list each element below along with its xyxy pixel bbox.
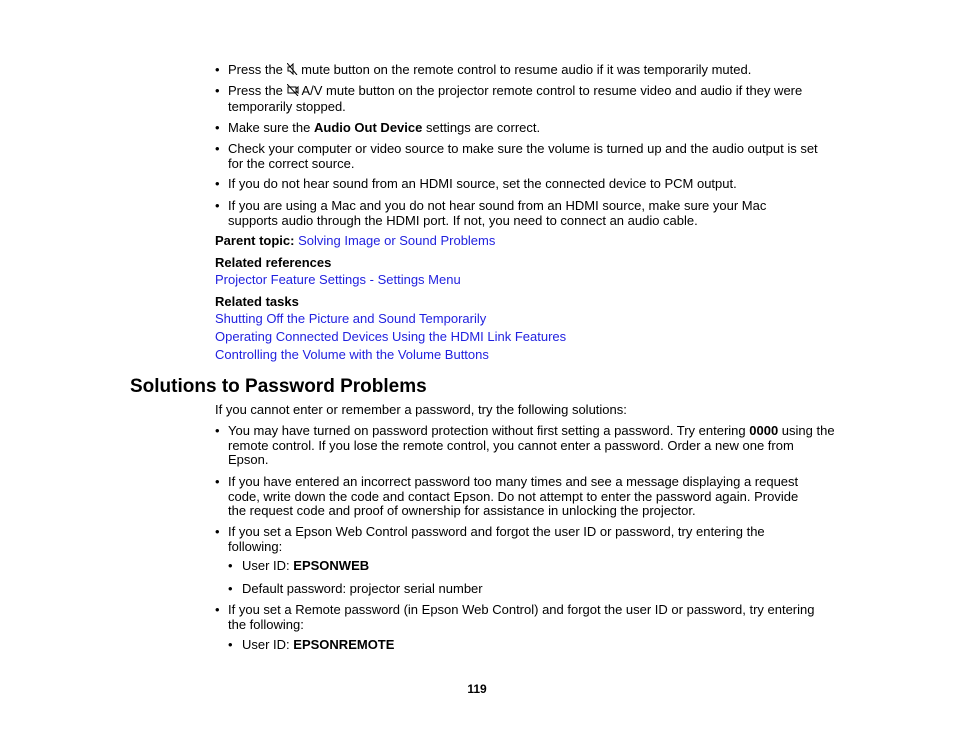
bullet: • <box>215 120 220 135</box>
related-references-heading: Related references <box>215 255 332 270</box>
bullet: • <box>215 176 220 191</box>
bullet: • <box>215 602 220 617</box>
related-task-link[interactable]: Controlling the Volume with the Volume Buttons <box>215 347 489 362</box>
bullet: • <box>228 581 233 596</box>
bullet: • <box>215 62 220 77</box>
bullet: • <box>215 141 220 156</box>
bullet: • <box>215 474 220 489</box>
parent-topic: Parent topic: Solving Image or Sound Problems <box>215 233 496 248</box>
bullet: • <box>215 198 220 213</box>
bullet: • <box>215 524 220 539</box>
related-task-link[interactable]: Operating Connected Devices Using the HDMI Link Features <box>215 329 567 344</box>
page-number: 119 <box>467 682 487 696</box>
intro-text: If you cannot enter or remember a password, try the following solutions: <box>215 402 627 417</box>
av-mute-icon <box>287 84 299 100</box>
related-task-link[interactable]: Shutting Off the Picture and Sound Temporarily <box>215 311 487 326</box>
section-heading: Solutions to Password Problems <box>130 376 427 397</box>
mute-icon <box>287 63 298 79</box>
parent-topic-link[interactable]: Solving Image or Sound Problems <box>298 233 496 248</box>
bullet: • <box>215 83 220 98</box>
bullet: • <box>228 558 233 573</box>
related-tasks-heading: Related tasks <box>215 294 299 309</box>
related-reference-link[interactable]: Projector Feature Settings - Settings Menu <box>215 272 461 287</box>
bullet: • <box>228 637 233 652</box>
bullet: • <box>215 423 220 438</box>
